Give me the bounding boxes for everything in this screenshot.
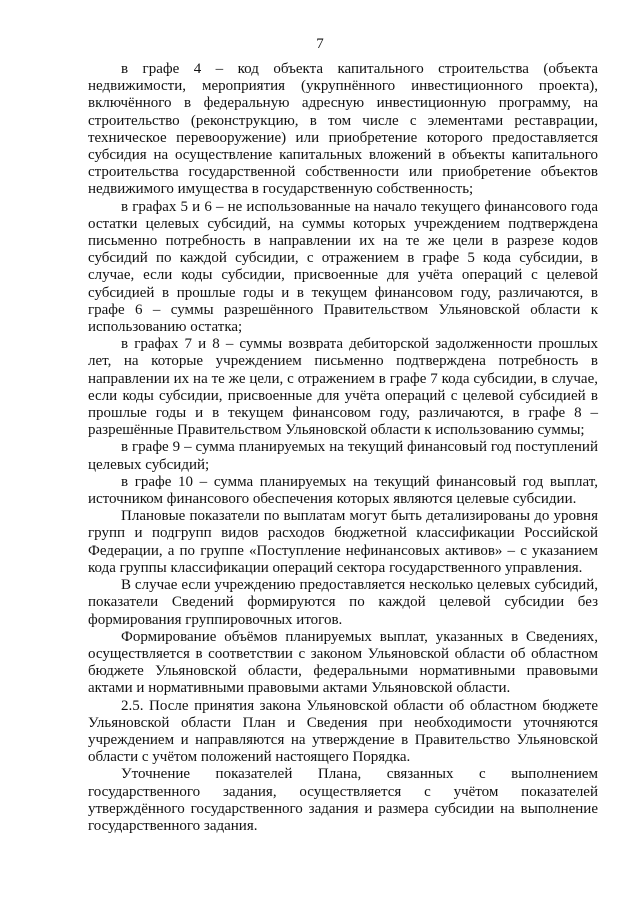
paragraph-multiple-subsidies: В случае если учреждению предоставляется несколько целевых субсидий, показатели Сведений формируются по каждой целевой субсидии без формирования группировочных итогов. [88, 577, 598, 628]
paragraph-section-2-5: 2.5. После принятия закона Ульяновской области об областном бюджете Ульяновской области План и Сведения при необходимости уточняются учреждением и направляются на утверждение в Правительство Ульяновской области с учётом положений настоящего Порядка. [88, 697, 598, 766]
document-body [88, 61, 598, 835]
paragraph-plan-clarification: Уточнение показателей Плана, связанных с выполнением государственного задания, осуществляется с учётом показателей утверждённого государственного задания и размера субсидии на выполнение государственного задания. [88, 766, 598, 834]
paragraph-columns-5-6: в графах 5 и 6 – не использованные на начало текущего финансового года остатки целевых субсидий, на суммы которых учреждением подтверждена письменно потребность в направлении их на те же цели в разрезе кодов субсидий по каждой субсидии, с отражением в графе 5 кода субсидии, в случае, если коды субсидии, присвоенные для учёта операций с целевой субсидией в прошлые годы и в текущем финансовом году, различаются, в графе 6 – суммы разрешённого Правительством Ульяновской области к использованию остатка; [88, 198, 598, 336]
page-number: 7 [316, 36, 324, 52]
paragraph-column-4: в графе 4 – код объекта капитального строительства (объекта недвижимости, мероприятия (укрупнённого инвестиционного проекта), включённого в федеральную адресную инвестиционную программу, на строительство (реконструкцию, в том числе с элементами реставрации, техническое перевооружение) или приобретение которого предоставляется субсидия на осуществление капитальных вложений в объекты капитального строительства государственной собственности или приобретение объектов недвижимого имущества в государственную собственность; [88, 61, 598, 198]
paragraph-columns-7-8: в графах 7 и 8 – суммы возврата дебиторской задолженности прошлых лет, на которые учреждением письменно подтверждена потребность в направлении их на те же цели, с отражением в графе 7 кода субсидии, в случае, если коды субсидии, присвоенные для учёта операций с целевой субсидией в прошлые годы и в текущем финансовом году, различаются, в графе 8 – разрешённые Правительством Ульяновской области к использованию суммы; [88, 336, 598, 439]
paragraph-column-10: в графе 10 – сумма планируемых на текущий финансовый год выплат, источником финансового обеспечения которых являются целевые субсидии. [88, 473, 598, 508]
paragraph-planned-payments: Плановые показатели по выплатам могут быть детализированы до уровня групп и подгрупп видов расходов бюджетной классификации Российской Федерации, а по группе «Поступление нефинансовых активов» – с указанием кода группы классификации операций сектора государственного управления. [88, 508, 598, 576]
paragraph-column-9: в графе 9 – сумма планируемых на текущий финансовый год поступлений целевых субсидий; [88, 439, 598, 473]
paragraph-payment-volumes: Формирование объёмов планируемых выплат, указанных в Сведениях, осуществляется в соответствии с законом Ульяновской области об областном бюджете Ульяновской области, федеральными нормативными правовыми актами и нормативными правовыми актами Ульяновской области. [88, 628, 598, 697]
